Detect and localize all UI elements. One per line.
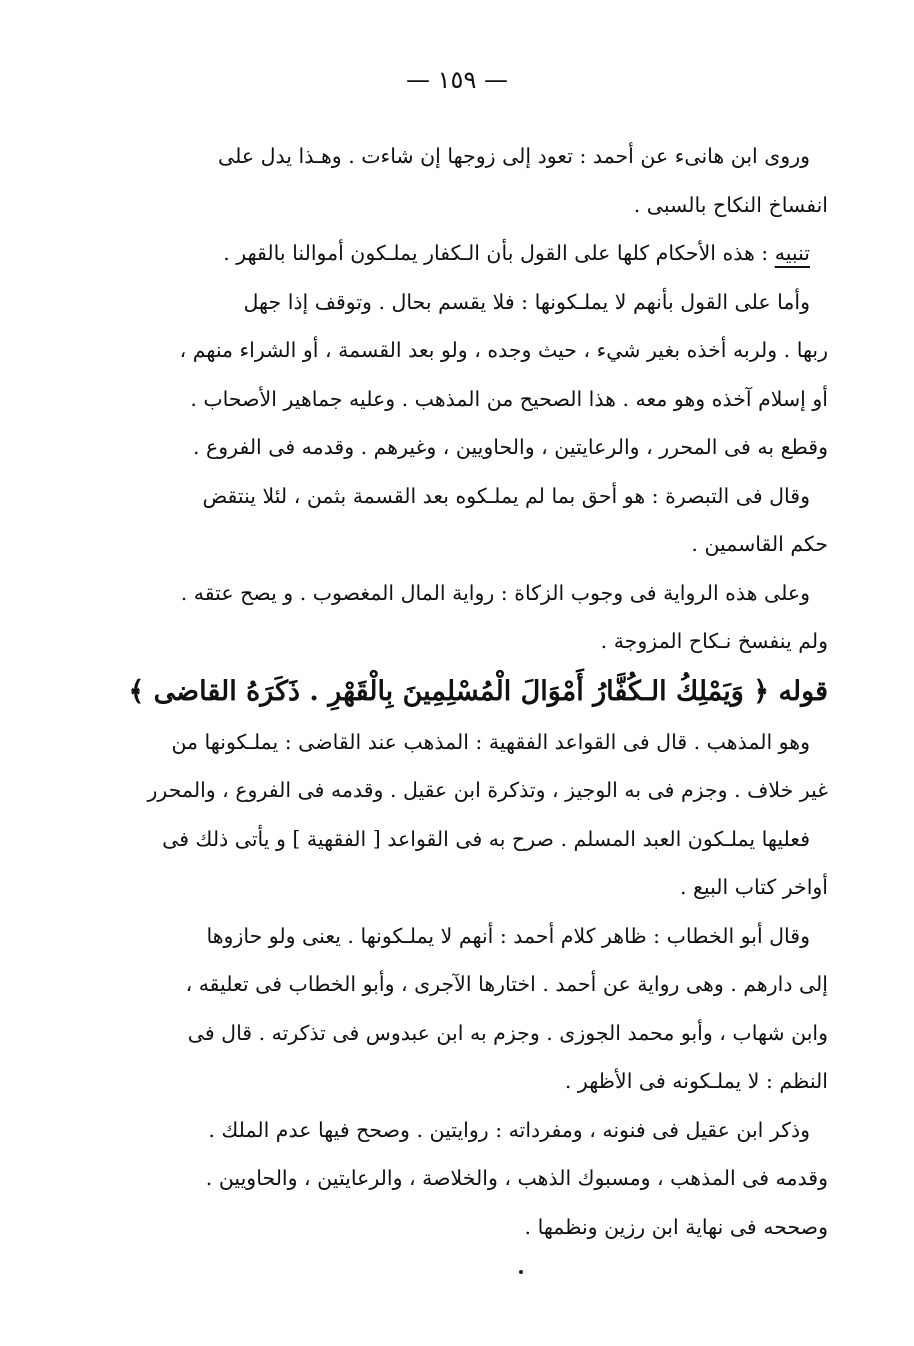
line-text: إلى دارهم . وهى رواية عن أحمد . اختارها الآجرى ، وأبو الخطاب فى تعليقه ، bbox=[185, 972, 828, 996]
line-text: انفساخ النكاح بالسبى . bbox=[633, 192, 828, 217]
text-line bbox=[93, 912, 828, 961]
line-text: وأما على القول بأنهم لا يملـكونها : فلا يقسم بحال . وتوقف إذا جهل bbox=[243, 289, 810, 314]
line-text: وصححه فى نهاية ابن رزين ونظمها . bbox=[524, 1214, 828, 1239]
line-text: غير خلاف . وجزم فى به الوجيز ، وتذكرة ابن عقيل . وقدمه فى الفروع ، والمحرر bbox=[147, 778, 828, 802]
text-line bbox=[93, 718, 828, 767]
text-line bbox=[93, 278, 828, 327]
text-line bbox=[93, 863, 828, 912]
text-line bbox=[93, 326, 828, 375]
line-text: ولم ينفسخ نـكاح المزوجة . bbox=[600, 629, 828, 653]
text-line bbox=[93, 1154, 828, 1203]
text-line bbox=[93, 1106, 828, 1155]
text-line bbox=[93, 1057, 828, 1106]
line-text: أواخر كتاب البيع . bbox=[679, 875, 828, 899]
text-line bbox=[93, 960, 828, 1009]
line-text: : هذه الأحكام كلها على القول بأن الـكفار يملـكون أموالنا بالقهر . bbox=[223, 241, 775, 265]
text-line bbox=[93, 617, 828, 666]
text-line bbox=[93, 1203, 828, 1252]
text-line bbox=[93, 815, 828, 864]
note-label: تنبيه bbox=[774, 241, 810, 265]
line-text: قوله ﴿ وَيَمْلِكُ الـكُفَّارُ أَمْوَالَ الْمُسْلِمِينَ بِالْقَهْرِ . ذَكَرَهُ القاضى ﴾ bbox=[128, 675, 828, 707]
line-text: وقال فى التبصرة : هو أحق بما لم يملـكوه بعد القسمة بثمن ، لئلا ينتقض bbox=[202, 483, 810, 508]
text-line bbox=[93, 569, 828, 618]
line-text: وهو المذهب . قال فى القواعد الفقهية : المذهب عند القاضى : يملـكونها من bbox=[171, 729, 810, 754]
text-line bbox=[93, 472, 828, 521]
text-line bbox=[93, 766, 828, 815]
line-text: وروى ابن هانىء عن أحمد : تعود إلى زوجها إن شاءت . وهـذا يدل على bbox=[218, 144, 810, 168]
line-text: حكم القاسمين . bbox=[691, 532, 828, 556]
line-text: وعلى هذه الرواية فى وجوب الزكاة : رواية المال المغصوب . و يصح عتقه . bbox=[180, 580, 810, 605]
line-text: وقال أبو الخطاب : ظاهر كلام أحمد : أنهم لا يملـكونها . يعنى ولو حازوها bbox=[206, 923, 810, 948]
line-text: وابن شهاب ، وأبو محمد الجوزى . وجزم به ابن عبدوس فى تذكرته . قال فى bbox=[187, 1020, 828, 1045]
text-line bbox=[93, 229, 828, 278]
text-line bbox=[93, 181, 828, 230]
text-line bbox=[93, 132, 828, 181]
line-text: أو إسلام آخذه وهو معه . هذا الصحيح من المذهب . وعليه جماهير الأصحاب . bbox=[190, 386, 828, 411]
body-text bbox=[93, 132, 828, 1251]
text-line bbox=[93, 1009, 828, 1058]
text-line bbox=[93, 375, 828, 424]
line-text: فعليها يملـكون العبد المسلم . صرح به فى القواعد [ الفقهية ] و يأتى ذلك فى bbox=[162, 826, 810, 851]
line-text: النظم : لا يملـكونه فى الأظهر . bbox=[564, 1069, 828, 1093]
line-text: ربها . ولربه أخذه بغير شيء ، حيث وجده ، ولو بعد القسمة ، أو الشراء منهم ، bbox=[179, 338, 828, 362]
text-line bbox=[93, 423, 828, 472]
page-number: — ١٥٩ — bbox=[406, 66, 508, 94]
ink-dot bbox=[519, 1270, 523, 1274]
line-text: وقدمه فى المذهب ، ومسبوك الذهب ، والخلاصة ، والرعايتين ، والحاويين . bbox=[205, 1166, 828, 1190]
line-text: وذكر ابن عقيل فى فنونه ، ومفرداته : روايتين . وصحح فيها عدم الملك . bbox=[208, 1117, 810, 1142]
text-line bbox=[93, 520, 828, 569]
section-heading-line bbox=[93, 666, 828, 718]
line-text: وقطع به فى المحرر ، والرعايتين ، والحاويين ، وغيرهم . وقدمه فى الفروع . bbox=[192, 435, 828, 459]
